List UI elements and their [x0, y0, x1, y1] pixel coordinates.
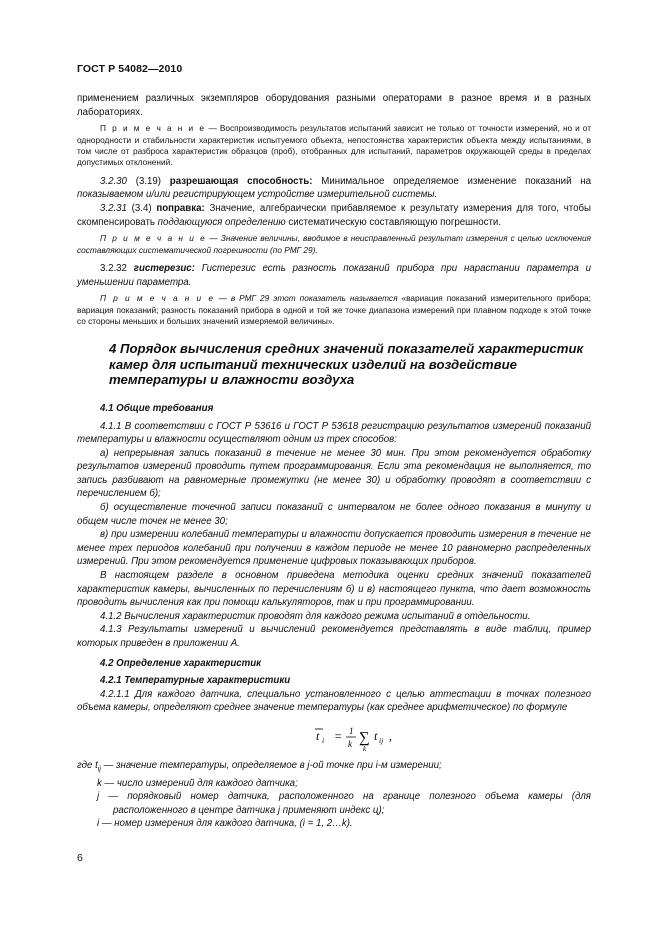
note-correction: [77, 233, 591, 256]
formula-sum-index: k: [363, 744, 367, 753]
intro-continuation: применением различных экземпляров оборудования разными операторами в разное время и в разных лабораториях.: [77, 93, 591, 118]
formula-lhs-subscript: i: [322, 735, 325, 745]
formula-sum: ∑: [359, 729, 370, 746]
note-reproducibility: [77, 123, 591, 169]
formula-equals: =: [334, 728, 343, 743]
page-content: [77, 92, 591, 831]
subsection-4-1-title: 4.1 Общие требования: [100, 402, 214, 414]
term-number: 3.2.31: [100, 203, 127, 214]
section-4-title: 4 Порядок вычисления средних значений показателей характеристик камер для испытаний технических изделий на воздействие температуры и влажности воздуха: [109, 341, 584, 388]
definition-k: k — число измерений для каждого датчика;: [97, 777, 298, 789]
definitions-block: [77, 759, 591, 831]
note-label: П р и м е ч а н и е: [100, 293, 215, 304]
note-label: П р и м е ч а н и е: [100, 123, 206, 134]
term-number: 3.2.32: [100, 263, 127, 274]
term-definition: Значение, алгебраически прибавляемое к результату измерения для того, чтобы скомпенсировать: [77, 203, 591, 228]
formula-term: t: [374, 728, 378, 743]
formula-lhs: t: [316, 728, 320, 743]
list-item-a: а) непрерывная запись показаний в течение не менее 30 мин. При этом рекомендуется обработку результатов измерений проводить путем программирования. Если эта рекомендация не выполняется, то запись разбивают на равномерные промежутки (не менее 30) и обработку проводят в соответствии с перечислением б);: [77, 447, 591, 500]
definition-text: — значение температуры, определяемое в j-ой точке при i-м измерении;: [100, 759, 442, 771]
paragraph-4-1-1: 4.1.1 В соответствии с ГОСТ Р 53616 и ГОСТ Р 53618 регистрацию результатов измерений показаний температуры и влажности осуществляют одним из трех способов:: [77, 420, 591, 446]
definition-j: j — порядковый номер датчика, расположенного на границе полезного объема камеры (для расположенного в центре датчика j применяют индекс ц);: [97, 791, 591, 816]
note-quote: «вариация показаний измерительного прибора; вариация показаний; разность показаний прибора в одной и той же точке диапазона измерений при плавном подходе к этой точке со стороны меньших и больших значений измеряемой величины».: [77, 293, 591, 326]
document-header: ГОСТ Р 54082—2010: [77, 63, 183, 75]
term-ref: (3.4): [126, 203, 157, 214]
term-name: поправка:: [156, 203, 205, 214]
term-number: 3.2.30: [100, 175, 127, 187]
formula-svg: [313, 721, 433, 755]
formula-term-subscript: ij: [379, 735, 384, 745]
paragraph-4-1-2: 4.1.2 Вычисления характеристик проводят для каждого режима испытаний в отдельности.: [100, 610, 531, 622]
term-definition-end: систематическую составляющую погрешности.: [285, 216, 502, 228]
subsection-4-2-title: 4.2 Определение характеристик: [100, 657, 262, 669]
note-text: — Воспроизводимость результатов испытаний зависит не только от точности измерений, но и от однородности и стабильности характеристик испытуемого объекта, непостоянства характеристик объекта между испытаниями, в том числе от разброса характеристик образцов (проб), отобранных для испытаний, параметров окружающей среды в пределах допустимых отклонений.: [77, 123, 591, 168]
formula-mean-temperature: [77, 719, 591, 755]
definition-t: [77, 759, 591, 777]
paragraph-4-1-3: 4.1.3 Результаты измерений и вычислений рекомендуется представлять в виде таблиц, пример которых приведен в приложении А.: [77, 624, 591, 649]
note-text: — Значение величины, вводимое в неисправленный результат измерения с целью исключения составляющих систематической погрешности (по РМГ 29).: [77, 233, 591, 255]
note-text: — в РМГ 29 этот показатель называется: [214, 293, 402, 304]
term-definition: Гистерезис есть разность показаний прибора при нарастании параметра и уменьшении параметра.: [77, 263, 591, 288]
definition-prefix: где t: [77, 759, 98, 771]
formula-numerator: 1: [349, 725, 354, 736]
paragraph-method: В настоящем разделе в основном приведена методика оценки средних значений показателей характеристик камеры, вычисленных по перечислениям б) и в) настоящего пункта, что дает возможность проводить вычисления как при помощи калькуляторов, так и при программировании.: [77, 570, 591, 609]
term-ref: (3.19): [126, 175, 170, 187]
list-item-b: б) осуществление точечной записи показаний с интервалом не более одного показания в минуту и общем числе точек не менее 30;: [77, 502, 591, 527]
term-3-2-30: [77, 175, 591, 202]
term-3-2-32: [77, 262, 591, 289]
definition-i: i — номер измерения для каждого датчика, (i = 1, 2…k).: [97, 818, 353, 830]
term-name: гистерезис:: [133, 263, 195, 274]
subsection-4-2-1-title: 4.2.1 Температурные характеристики: [100, 675, 291, 687]
term-definition-italic: показываемом и/или регистрирующем устройстве измерительной системы.: [77, 189, 438, 201]
term-definition-italic: поддающуюся определению: [157, 216, 286, 228]
paragraph-4-2-1-1: 4.2.1.1 Для каждого датчика, специально установленного с целью аттестации в точках полезного объема камеры, определяют среднее значение температуры (как среднее арифметическое) по формуле: [77, 688, 591, 714]
term-3-2-31: [77, 202, 591, 229]
note-label: П р и м е ч а н и е: [100, 233, 207, 244]
definition-list: [77, 777, 591, 831]
page-number: 6: [77, 852, 83, 864]
list-item-c: в) при измерении колебаний температуры и влажности допускается проводить измерения в течение не менее трех периодов колебаний при получении в каждом периоде не менее 10 равномерно распределенных измерений. При этом рекомендуется применение цифровых показывающих приборов.: [77, 529, 591, 568]
formula-comma: ,: [389, 728, 392, 743]
formula-denominator: k: [348, 738, 352, 749]
note-hysteresis: [77, 293, 591, 327]
definition-subscript: ij: [97, 765, 101, 773]
term-definition: Минимальное определяемое изменение показаний на: [312, 175, 591, 187]
term-name: разрешающая способность:: [169, 175, 313, 187]
